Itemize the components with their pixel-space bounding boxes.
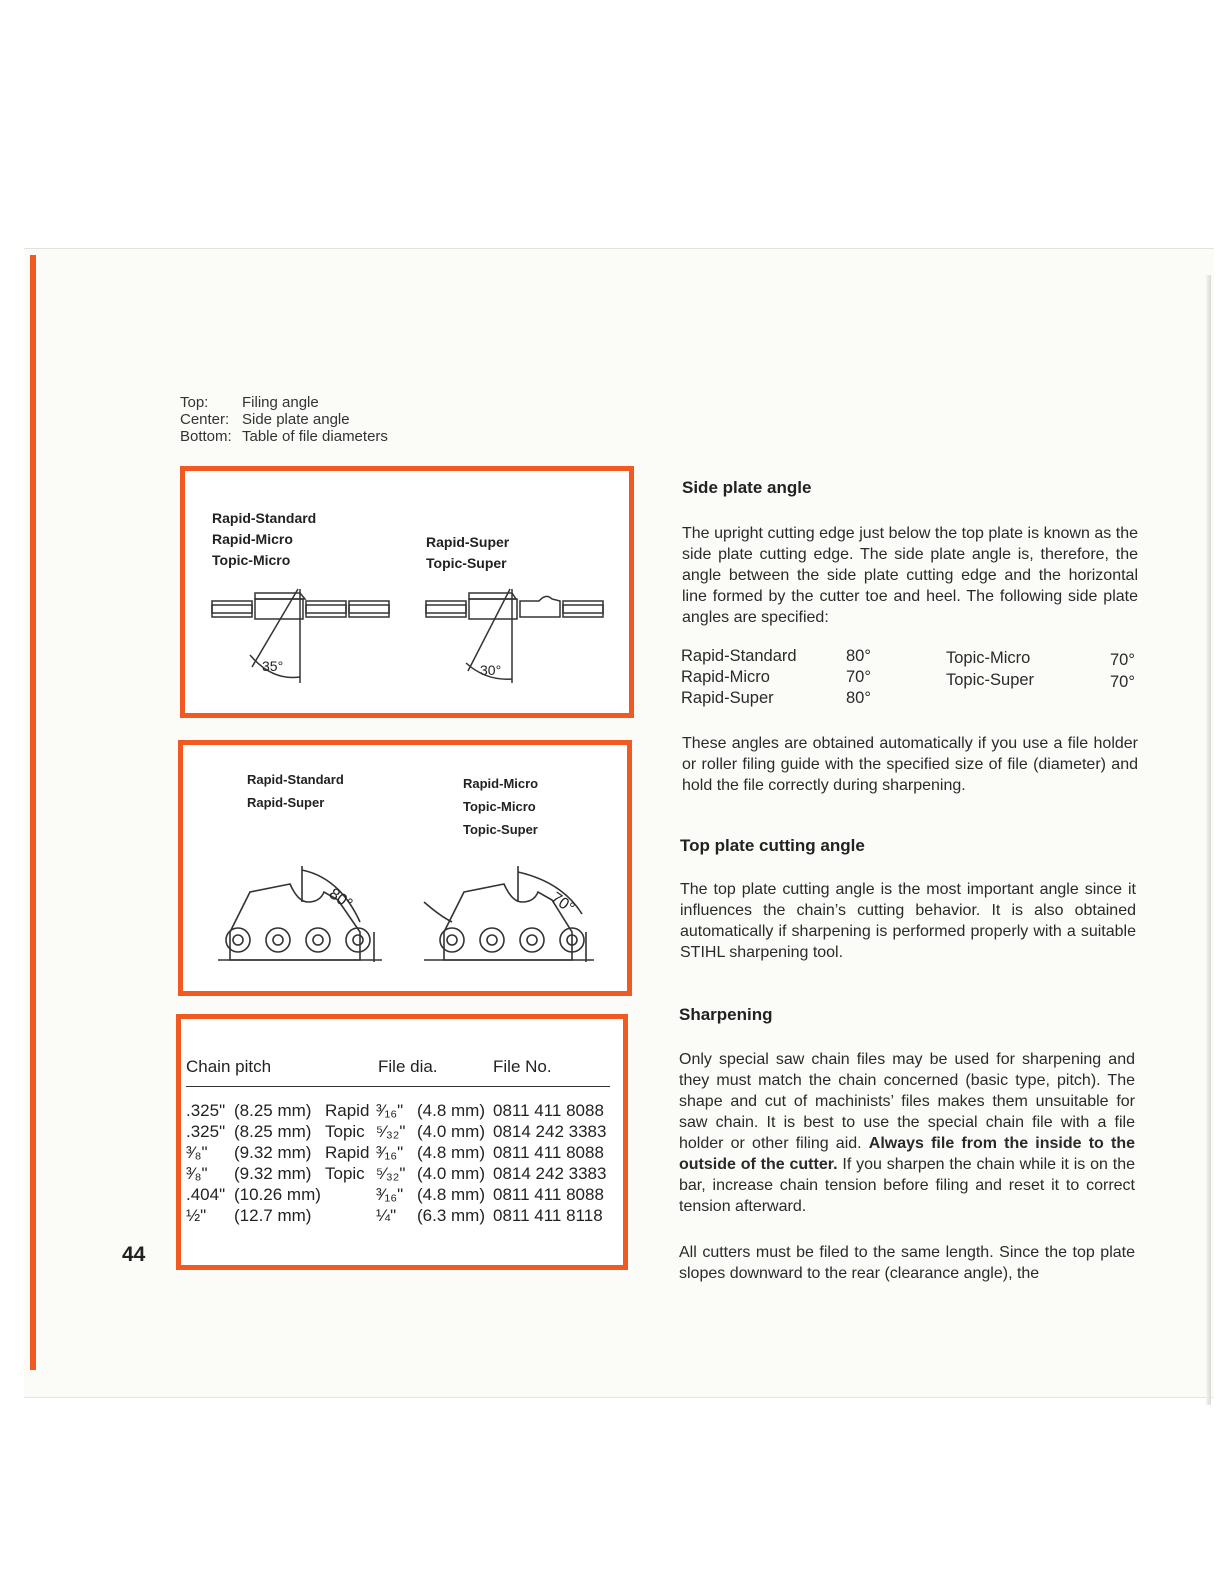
filing-angle-right-labels: Rapid-Super Topic-Super <box>426 534 510 571</box>
chain-top-view-right <box>424 585 609 695</box>
side-plate-right-labels: Rapid-Micro Topic-Micro Topic-Super <box>463 776 539 837</box>
sharpening-text-2: All cutters must be filed to the same length. Since the top plate slopes downward to the rear (clearance angle), the <box>679 1244 1135 1282</box>
page-number: 44 <box>122 1243 146 1266</box>
chain-side-view-left <box>210 862 390 972</box>
filing-angle-left-value: 35° <box>262 658 284 674</box>
figure-legend <box>180 394 388 445</box>
top-plate-heading: Top plate cutting angle <box>680 836 865 855</box>
legend-row: Top: Filing angle <box>180 394 319 411</box>
table-header-fileno: File No. <box>493 1057 552 1076</box>
filing-angle-right-value: 30° <box>480 662 502 678</box>
sharpening-text: Only special saw chain files may be used for sharpening and they must match the chain concerned (basic type, pitch). The shape and cut of machinists’ files makes them unsuitable for saw chain. It is best to use the special chain file with a file holder or other filing aid. Always file from the inside to the outside of the cutter. If you sharpen the chain while it is on the bar, increase chain tension before filing and reset it to correct tension afterward. <box>679 1051 1135 1215</box>
side-plate-heading: Side plate angle <box>682 478 812 497</box>
side-plate-right-value: 70° <box>547 889 578 918</box>
table-header-dia: File dia. <box>378 1057 438 1076</box>
side-plate-left-value: 80° <box>325 885 356 914</box>
chain-side-view-right <box>422 862 602 972</box>
side-plate-note: These angles are obtained automatically if you use a file holder or roller filing guide with the specified size of file (diameter) and hold the file correctly during sharpening. <box>682 735 1138 794</box>
side-plate-intro: The upright cutting edge just below the top plate is known as the side plate cutting edge. The side plate angle is, therefore, the angle between the side plate cutting edge and the horizontal line formed by the cutter toe and heel. The following side plate angles are specified: <box>682 525 1138 626</box>
legend-row: Bottom: Table of file diameters <box>180 428 388 445</box>
top-plate-text: The top plate cutting angle is the most important angle since it influences the chain’s cutting behavior. It is also obtained automatically if sharpening is performed properly with a suitable STIHL sharpening tool. <box>680 881 1136 961</box>
page-right-edge <box>1206 275 1211 1405</box>
table-header-pitch: Chain pitch <box>186 1057 272 1076</box>
side-plate-left-labels: Rapid-Standard Rapid-Super <box>247 772 344 810</box>
legend-row: Center: Side plate angle <box>180 411 350 428</box>
filing-angle-left-labels: Rapid-Standard Rapid-Micro Topic-Micro <box>212 510 317 568</box>
book-spine-edge <box>30 255 36 1370</box>
chain-top-view-left <box>210 585 395 695</box>
sharpening-warning: Always file from the inside to the outside of the cutter. <box>679 1135 1135 1173</box>
sharpening-heading: Sharpening <box>679 1005 773 1024</box>
table-header-rule <box>186 1086 610 1087</box>
